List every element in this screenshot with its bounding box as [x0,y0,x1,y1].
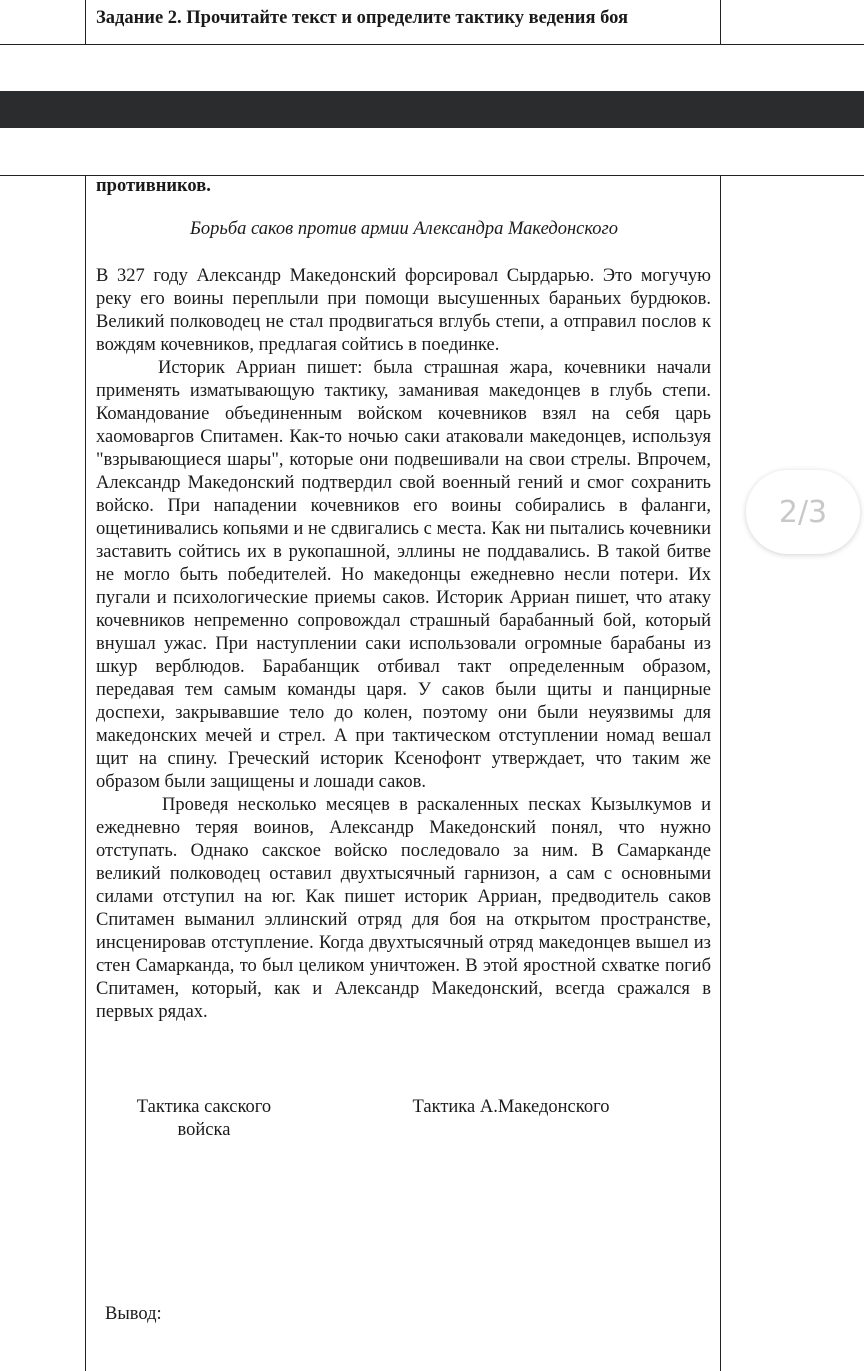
text-title: Борьба саков против армии Александра Македонского [189,219,618,239]
paragraph-2: Историк Арриан пишет: была страшная жара, кочевники начали применять изматывающую тактику, заманивая македонцев в глубь степи. Командование объединенным войском кочевников взял на себя царь хаомоваргов Спитамен. Как-то ночью саки атаковали македонцев, используя "взрывающиеся шары", которые они подвешивали на свои стрелы. Впрочем, Александр Македонский подтвердил свой военный гений и смог сохранить войско. При нападении кочевников его воины собирались в фаланги, ощетинивались копьями и не сдвигались с места. Как ни пытались кочевники заставить сойтись их в рукопашной, эллины не поддавались. В такой битве не могло быть победителей. Но македонцы ежедневно несли потери. Их пугали и психологические приемы саков. Историк Арриан пишет, что атаку кочевников непременно сопровождал страшный барабанный бой, который внушал ужас. При наступлении саки использовали огромные барабаны из шкур верблюдов. Барабанщик отбивал такт определенным образом, передавая тем самым команды царя. У саков были щиты и панцирные доспехи, закрывавшие тело до колен, поэтому они были неуязвимы для македонских мечей и стрел. А при тактическом отступлении номад вешал щит на спину. Греческий историк Ксенофонт утверждает, что таким же образом были защищены и лошади саков. [96,358,711,792]
saka-tactics-label: Тактика сакского войска [136,1097,272,1140]
paragraph-3: Проведя несколько месяцев в раскаленных песках Кызылкумов и ежедневно теряя воинов, Александр Македонский понял, что нужно отступать. Однако сакское войско последовало за ним. В Самарканде великий полководец оставил двухтысячный гарнизон, а сам с основными силами отступил на юг. Как пишет историк Арриан, предводитель саков Спитамен выманил эллинский отряд для боя на открытом пространстве, инсценировав отступление. Когда двухтысячный отряд македонцев вышел из стен Самарканда, то был целиком уничтожен. В этой яростной схватке погиб Спитамен, который, как и Александр Македонский, всегда сражался в первых рядах. [96,795,711,1022]
alexander-tactics-label: Тактика А.Македонского [412,1097,610,1117]
table-left-border-top [85,0,86,45]
paragraph-1: В 327 году Александр Македонский форсировал Сырдарью. Это могучую реку его воины переплыли при помощи высушенных бараньих бурдюков. Великий полководец не стал продвигаться вглубь степи, а отправил послов к вождям кочевников, предлагая сойтись в поединке. [96,266,711,355]
task-title: Задание 2. Прочитайте текст и определите тактику ведения боя [96,8,629,28]
conclusion-label: Вывод: [105,1304,162,1324]
table-left-border [85,175,86,1371]
table-right-border [720,175,721,1371]
table-right-border-top [720,0,721,45]
reading-text [96,265,711,1024]
page-separator [0,91,864,128]
page-indicator[interactable]: 2/3 [746,470,860,554]
table-top-border [0,44,864,45]
task-title-continuation: противников. [96,176,211,196]
